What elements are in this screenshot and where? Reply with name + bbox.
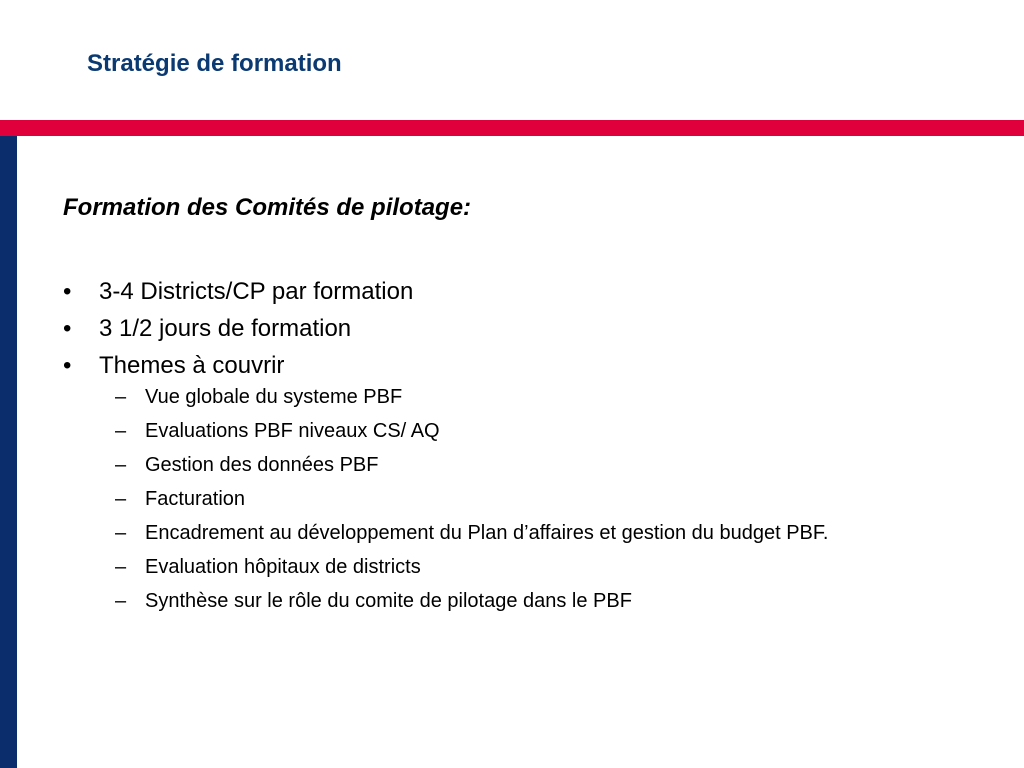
bullet-item (63, 347, 1003, 614)
theme-text: Encadrement au développement du Plan d’affaires et gestion du budget PBF. (145, 522, 829, 544)
slide-content (63, 192, 1003, 622)
bullet-marker: • (63, 315, 72, 342)
theme-item (99, 452, 1003, 478)
slide-title: Stratégie de formation (87, 50, 342, 77)
dash-marker: – (115, 590, 127, 612)
dash-marker: – (115, 556, 127, 578)
theme-item (99, 588, 1003, 614)
theme-list (99, 384, 1003, 614)
accent-bar-top (0, 120, 1024, 136)
dash-marker: – (115, 488, 127, 510)
dash-marker: – (115, 522, 127, 544)
theme-text: Evaluations PBF niveaux CS/ AQ (145, 420, 440, 442)
bullet-text: 3 1/2 jours de formation (99, 315, 352, 342)
accent-bar-left (0, 136, 17, 768)
bullet-marker: • (63, 352, 72, 379)
theme-text: Vue globale du systeme PBF (145, 386, 403, 408)
section-heading: Formation des Comités de pilotage: (63, 194, 472, 221)
theme-item (99, 554, 1003, 580)
theme-text: Synthèse sur le rôle du comite de pilotage dans le PBF (145, 590, 632, 612)
bullet-item (63, 273, 1003, 310)
theme-item (99, 418, 1003, 444)
dash-marker: – (115, 454, 127, 476)
theme-item (99, 384, 1003, 410)
theme-text: Gestion des données PBF (145, 454, 379, 476)
theme-text: Facturation (145, 488, 246, 510)
dash-marker: – (115, 420, 127, 442)
bullet-text: 3-4 Districts/CP par formation (99, 278, 414, 305)
bullet-marker: • (63, 278, 72, 305)
bullet-list (63, 273, 1003, 614)
theme-item (99, 520, 1003, 546)
theme-item (99, 486, 1003, 512)
theme-text: Evaluation hôpitaux de districts (145, 556, 421, 578)
bullet-text: Themes à couvrir (99, 352, 285, 379)
dash-marker: – (115, 386, 127, 408)
bullet-item (63, 310, 1003, 347)
